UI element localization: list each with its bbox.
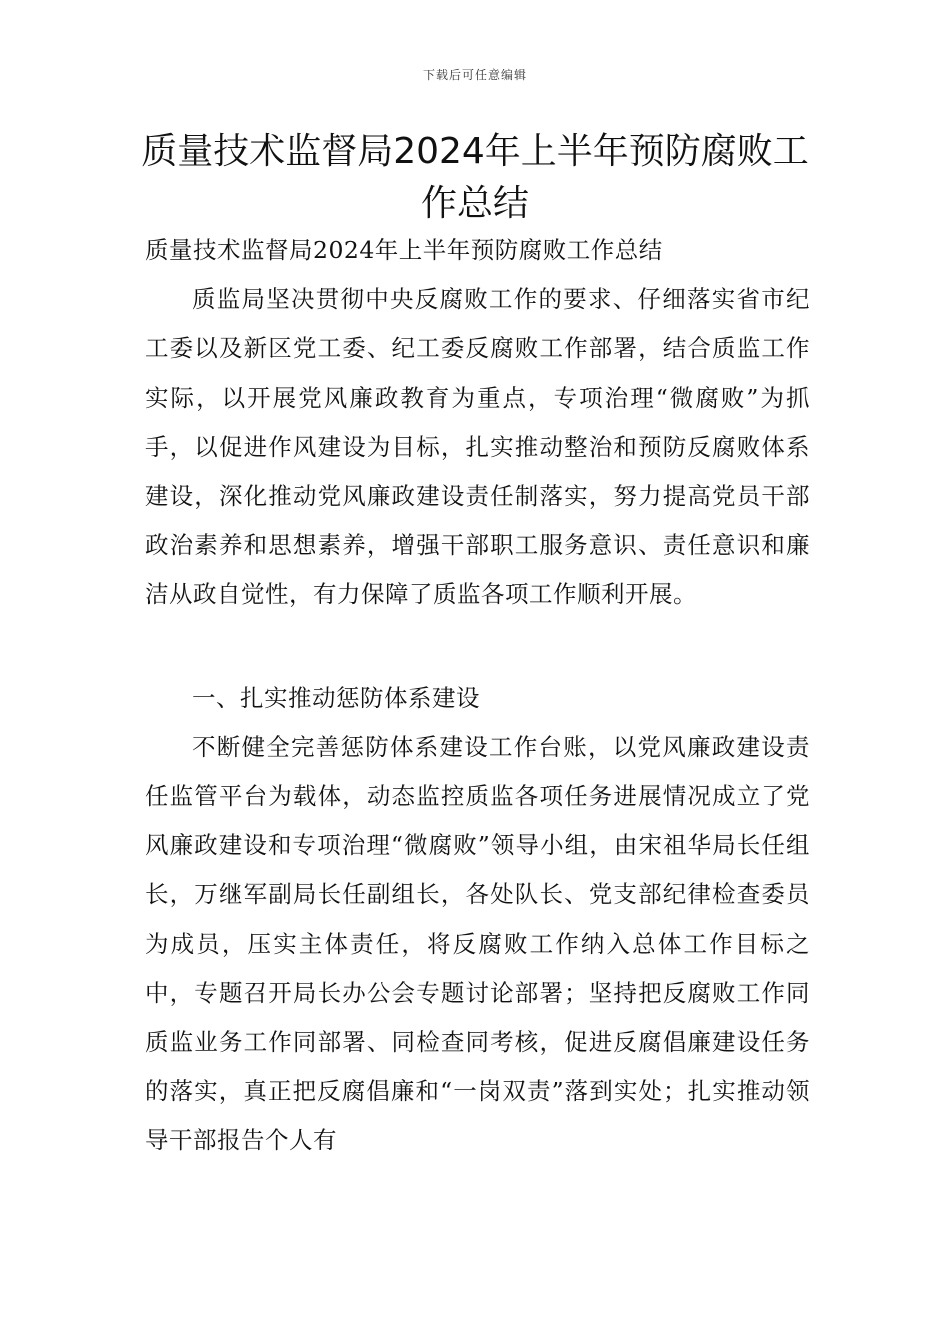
section-paragraph: 不断健全完善惩防体系建设工作台账，以党风廉政建设责任监管平台为载体，动态监控质监各项任务进展情况成立了党风廉政建设和专项治理“微腐败”领导小组，由宋祖华局长任组长，万继军副局长任副组长，各处队长、党支部纪律检查委员为成员，压实主体责任，将反腐败工作纳入总体工作目标之中，专题召开局长办公会专题讨论部署；坚持把反腐败工作同质监业务工作同部署、同检查同考核，促进反腐倡廉建设任务的落实，真正把反腐倡廉和“一岗双责”落到实处；扎实推动领导干部报告个人有: [145, 732, 810, 1155]
section-heading: 一、扎实推动惩防体系建设: [192, 683, 480, 712]
document-subtitle: 质量技术监督局2024年上半年预防腐败工作总结: [145, 236, 663, 264]
intro-paragraph: 质监局坚决贯彻中央反腐败工作的要求、仔细落实省市纪工委以及新区党工委、纪工委反腐败工作部署，结合质监工作实际，以开展党风廉政教育为重点，专项治理“微腐败”为抓手，以促进作风建设为目标，扎实推动整治和预防反腐败体系建设，深化推动党风廉政建设责任制落实，努力提高党员干部政治素养和思想素养，增强干部职工服务意识、责任意识和廉洁从政自觉性，有力保障了质监各项工作顺利开展。: [145, 285, 810, 609]
document-body: [145, 226, 810, 1166]
paragraph-spacer: [145, 620, 810, 674]
page-header-note: 下载后可任意编辑: [422, 68, 527, 82]
document-title: 质量技术监督局2024年上半年预防腐败工作总结: [141, 131, 809, 224]
